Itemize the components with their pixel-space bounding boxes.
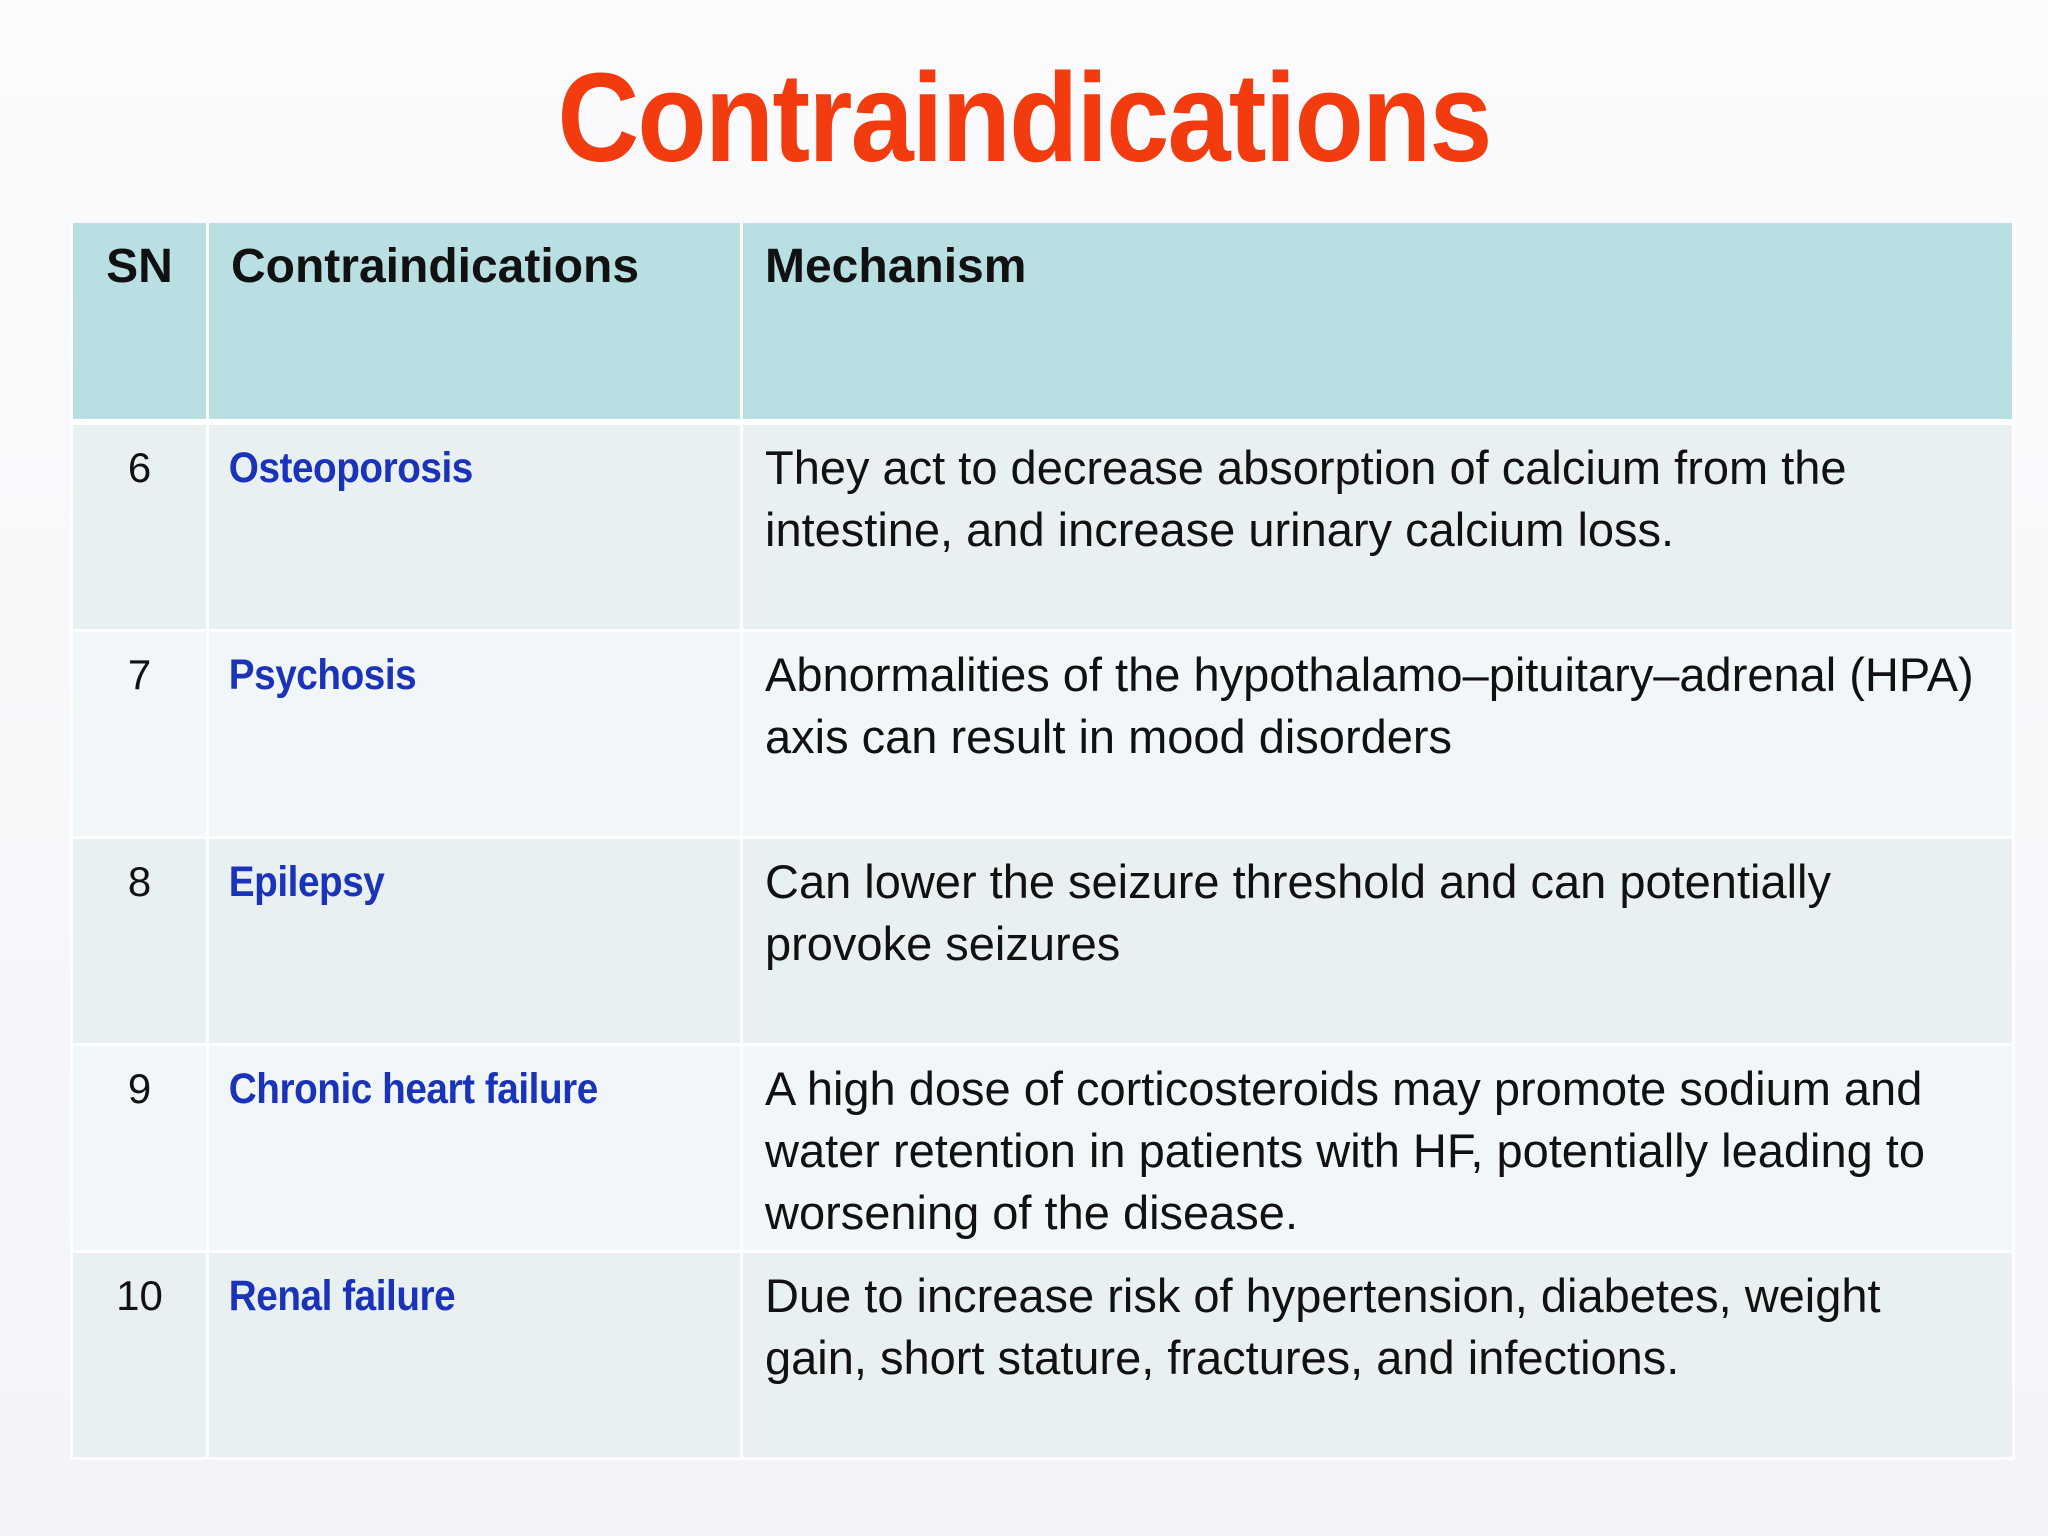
header-contraindications-label: Contraindications <box>231 240 640 293</box>
table-row <box>72 1252 2014 1459</box>
row-mechanism: Abnormalities of the hypothalamo–pituitary–adrenal (HPA) axis can result in mood disorders <box>765 648 1974 763</box>
row-contraindication: Epilepsy <box>228 858 385 906</box>
row-contraindication-cell <box>208 631 742 838</box>
table-row <box>72 631 2014 838</box>
row-mechanism: They act to decrease absorption of calcium from the intestine, and increase urinary calcium loss. <box>765 441 1847 556</box>
table-row <box>72 1045 2014 1252</box>
row-sn-cell <box>72 838 208 1045</box>
row-sn-cell <box>72 1045 208 1252</box>
row-sn: 10 <box>116 1272 163 1319</box>
row-sn-cell <box>72 631 208 838</box>
header-contraindications <box>208 223 742 422</box>
slide-title: Contraindications <box>557 47 1491 188</box>
header-mechanism-label: Mechanism <box>765 240 1027 293</box>
row-sn: 6 <box>127 444 152 491</box>
row-mechanism-cell <box>742 1045 2014 1252</box>
row-contraindication: Osteoporosis <box>228 444 473 492</box>
row-sn: 8 <box>127 858 152 905</box>
row-mechanism: Due to increase risk of hypertension, diabetes, weight gain, short stature, fractures, and infections. <box>765 1269 1881 1384</box>
row-sn-cell <box>72 1252 208 1459</box>
contraindications-table <box>70 223 2015 1460</box>
row-mechanism: Can lower the seizure threshold and can potentially provoke seizures <box>765 855 1831 970</box>
row-contraindication-cell <box>208 838 742 1045</box>
row-mechanism-cell <box>742 422 2014 631</box>
row-sn-cell <box>72 422 208 631</box>
row-contraindication-cell <box>208 1045 742 1252</box>
header-sn <box>72 223 208 422</box>
table-header-row <box>72 223 2014 422</box>
row-mechanism-cell <box>742 1252 2014 1459</box>
row-sn: 7 <box>127 651 152 698</box>
row-contraindication-cell <box>208 422 742 631</box>
table-row <box>72 422 2014 631</box>
table-row <box>72 838 2014 1045</box>
row-contraindication-cell <box>208 1252 742 1459</box>
header-sn-label: SN <box>106 240 173 293</box>
row-contraindication: Renal failure <box>228 1272 456 1320</box>
row-contraindication: Chronic heart failure <box>228 1065 598 1113</box>
row-sn: 9 <box>127 1065 152 1112</box>
row-mechanism-cell <box>742 838 2014 1045</box>
header-mechanism <box>742 223 2014 422</box>
row-contraindication: Psychosis <box>228 651 417 699</box>
row-mechanism: A high dose of corticosteroids may promote sodium and water retention in patients with HF, potentially leading to worsening of the disease. <box>765 1062 1925 1239</box>
row-mechanism-cell <box>742 631 2014 838</box>
